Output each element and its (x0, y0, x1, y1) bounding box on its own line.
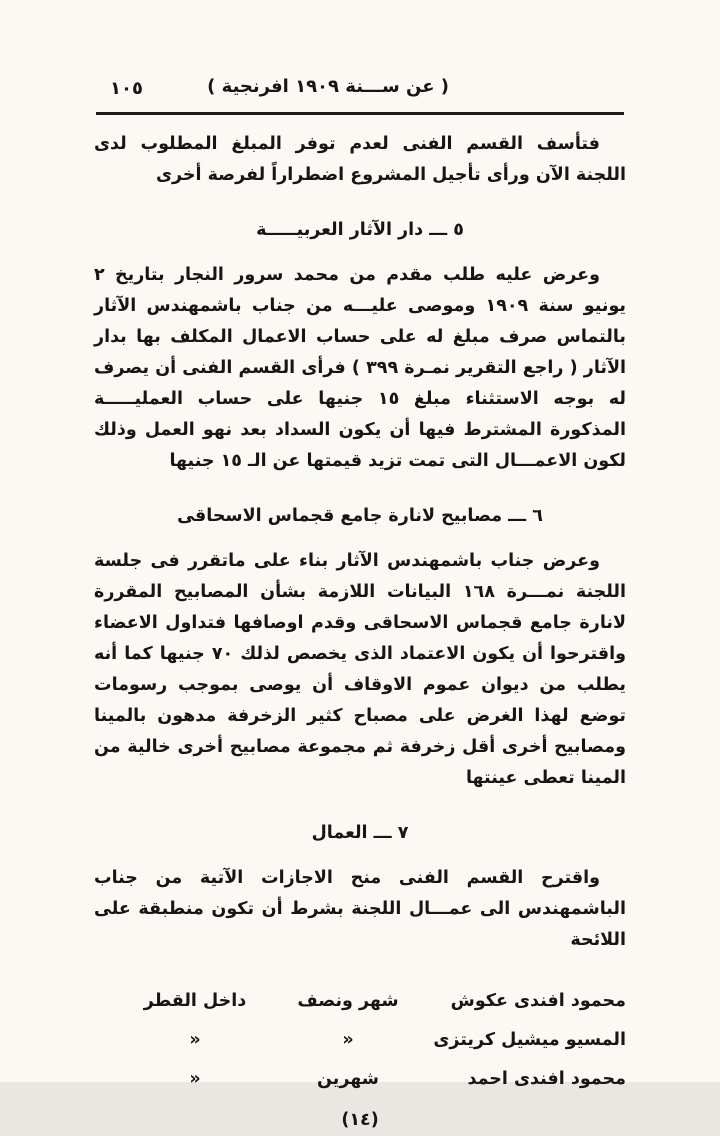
table-row-location: داخل القطر (143, 991, 247, 1011)
section-heading-workers: ٧ ـــ العمال (311, 823, 409, 843)
table-row-duration: شهرين (317, 1069, 379, 1089)
intro-paragraph: فتأسف القسم الفنى لعدم توفر المبلغ المطلوب لدى اللجنة الآن ورأى تأجيل المشروع اضطراراً لفرصة أخرى (94, 134, 626, 185)
table-row-name: المسيو ميشيل كريتزى (433, 1030, 626, 1050)
section-antiquities-paragraph: وعرض عليه طلب مقدم من محمد سرور النجار بتاريخ ٢ يونيو سنة ١٩٠٩ وموصى عليـــه من جناب باشمهندس الآثار بالتماس صرف مبلغ له على حساب الاعمال المكلف بها بدار الآثار ( راجع التقرير نمـرة ٣٩٩ ) فرأى القسم الفنى أن يصرف له بوجه الاستثناء مبلغ ١٥ جنيها على حساب العمليـــــة المذكورة المشترط فيها أن يكون السداد بعد نهو العمل وذلك لكون الاعمـــال التى تمت تزيد قيمتها عن الـ ١٥ جنيها (94, 265, 627, 471)
section-workers-paragraph: واقترح القسم الفنى منح الاجازات الآتية من جناب الباشمهندس الى عمـــال اللجنة بشرط أن تكون منطبقة على اللائحة (94, 868, 626, 950)
section-lamps-paragraph: وعرض جناب باشمهندس الآثار بناء على ماتقرر فى جلسة اللجنة نمـــرة ١٦٨ البيانات اللازمة بشأن المصابيح المقررة لانارة جامع قجماس الاسحاقى وقدم اوصافها فتداول الاعضاء واقترحوا أن يكون الاعتماد الذى يخصص لذلك ٧٠ جنيها كما أنه يطلب من ديوان عموم الاوقاف أن يوصى بموجب رسومات توضع لهذا الغرض على مصباح كثير الزخرفة مدهون بالمينا ومصابيح أخرى أقل زخرفة ثم مجموعة مصابيح أخرى خالية من المينا تعطى عينتها (94, 551, 626, 788)
table-row-location: « (189, 1069, 201, 1089)
header-rule (96, 112, 624, 115)
document-content (94, 129, 626, 1136)
table-row-name: محمود افندى احمد (467, 1069, 626, 1089)
leave-table (128, 986, 626, 1095)
page-header (94, 76, 626, 108)
table-row-name: محمود افندى عكوش (450, 991, 626, 1011)
table-row-duration: « (342, 1030, 354, 1050)
table-row-duration: شهر ونصف (297, 991, 399, 1011)
header-title: ( عن ســـنة ١٩٠٩ افرنجية ) (207, 76, 449, 97)
section-heading-lamps: ٦ ـــ مصابيح لانارة جامع قجماس الاسحاقى (177, 506, 543, 526)
table-row-location: « (189, 1030, 201, 1050)
section-heading-antiquities: ٥ ـــ دار الآثار العربيـــــة (256, 220, 464, 240)
page-footer-number: (١٤) (341, 1110, 379, 1130)
page-number: ١٠٥ (110, 78, 143, 99)
